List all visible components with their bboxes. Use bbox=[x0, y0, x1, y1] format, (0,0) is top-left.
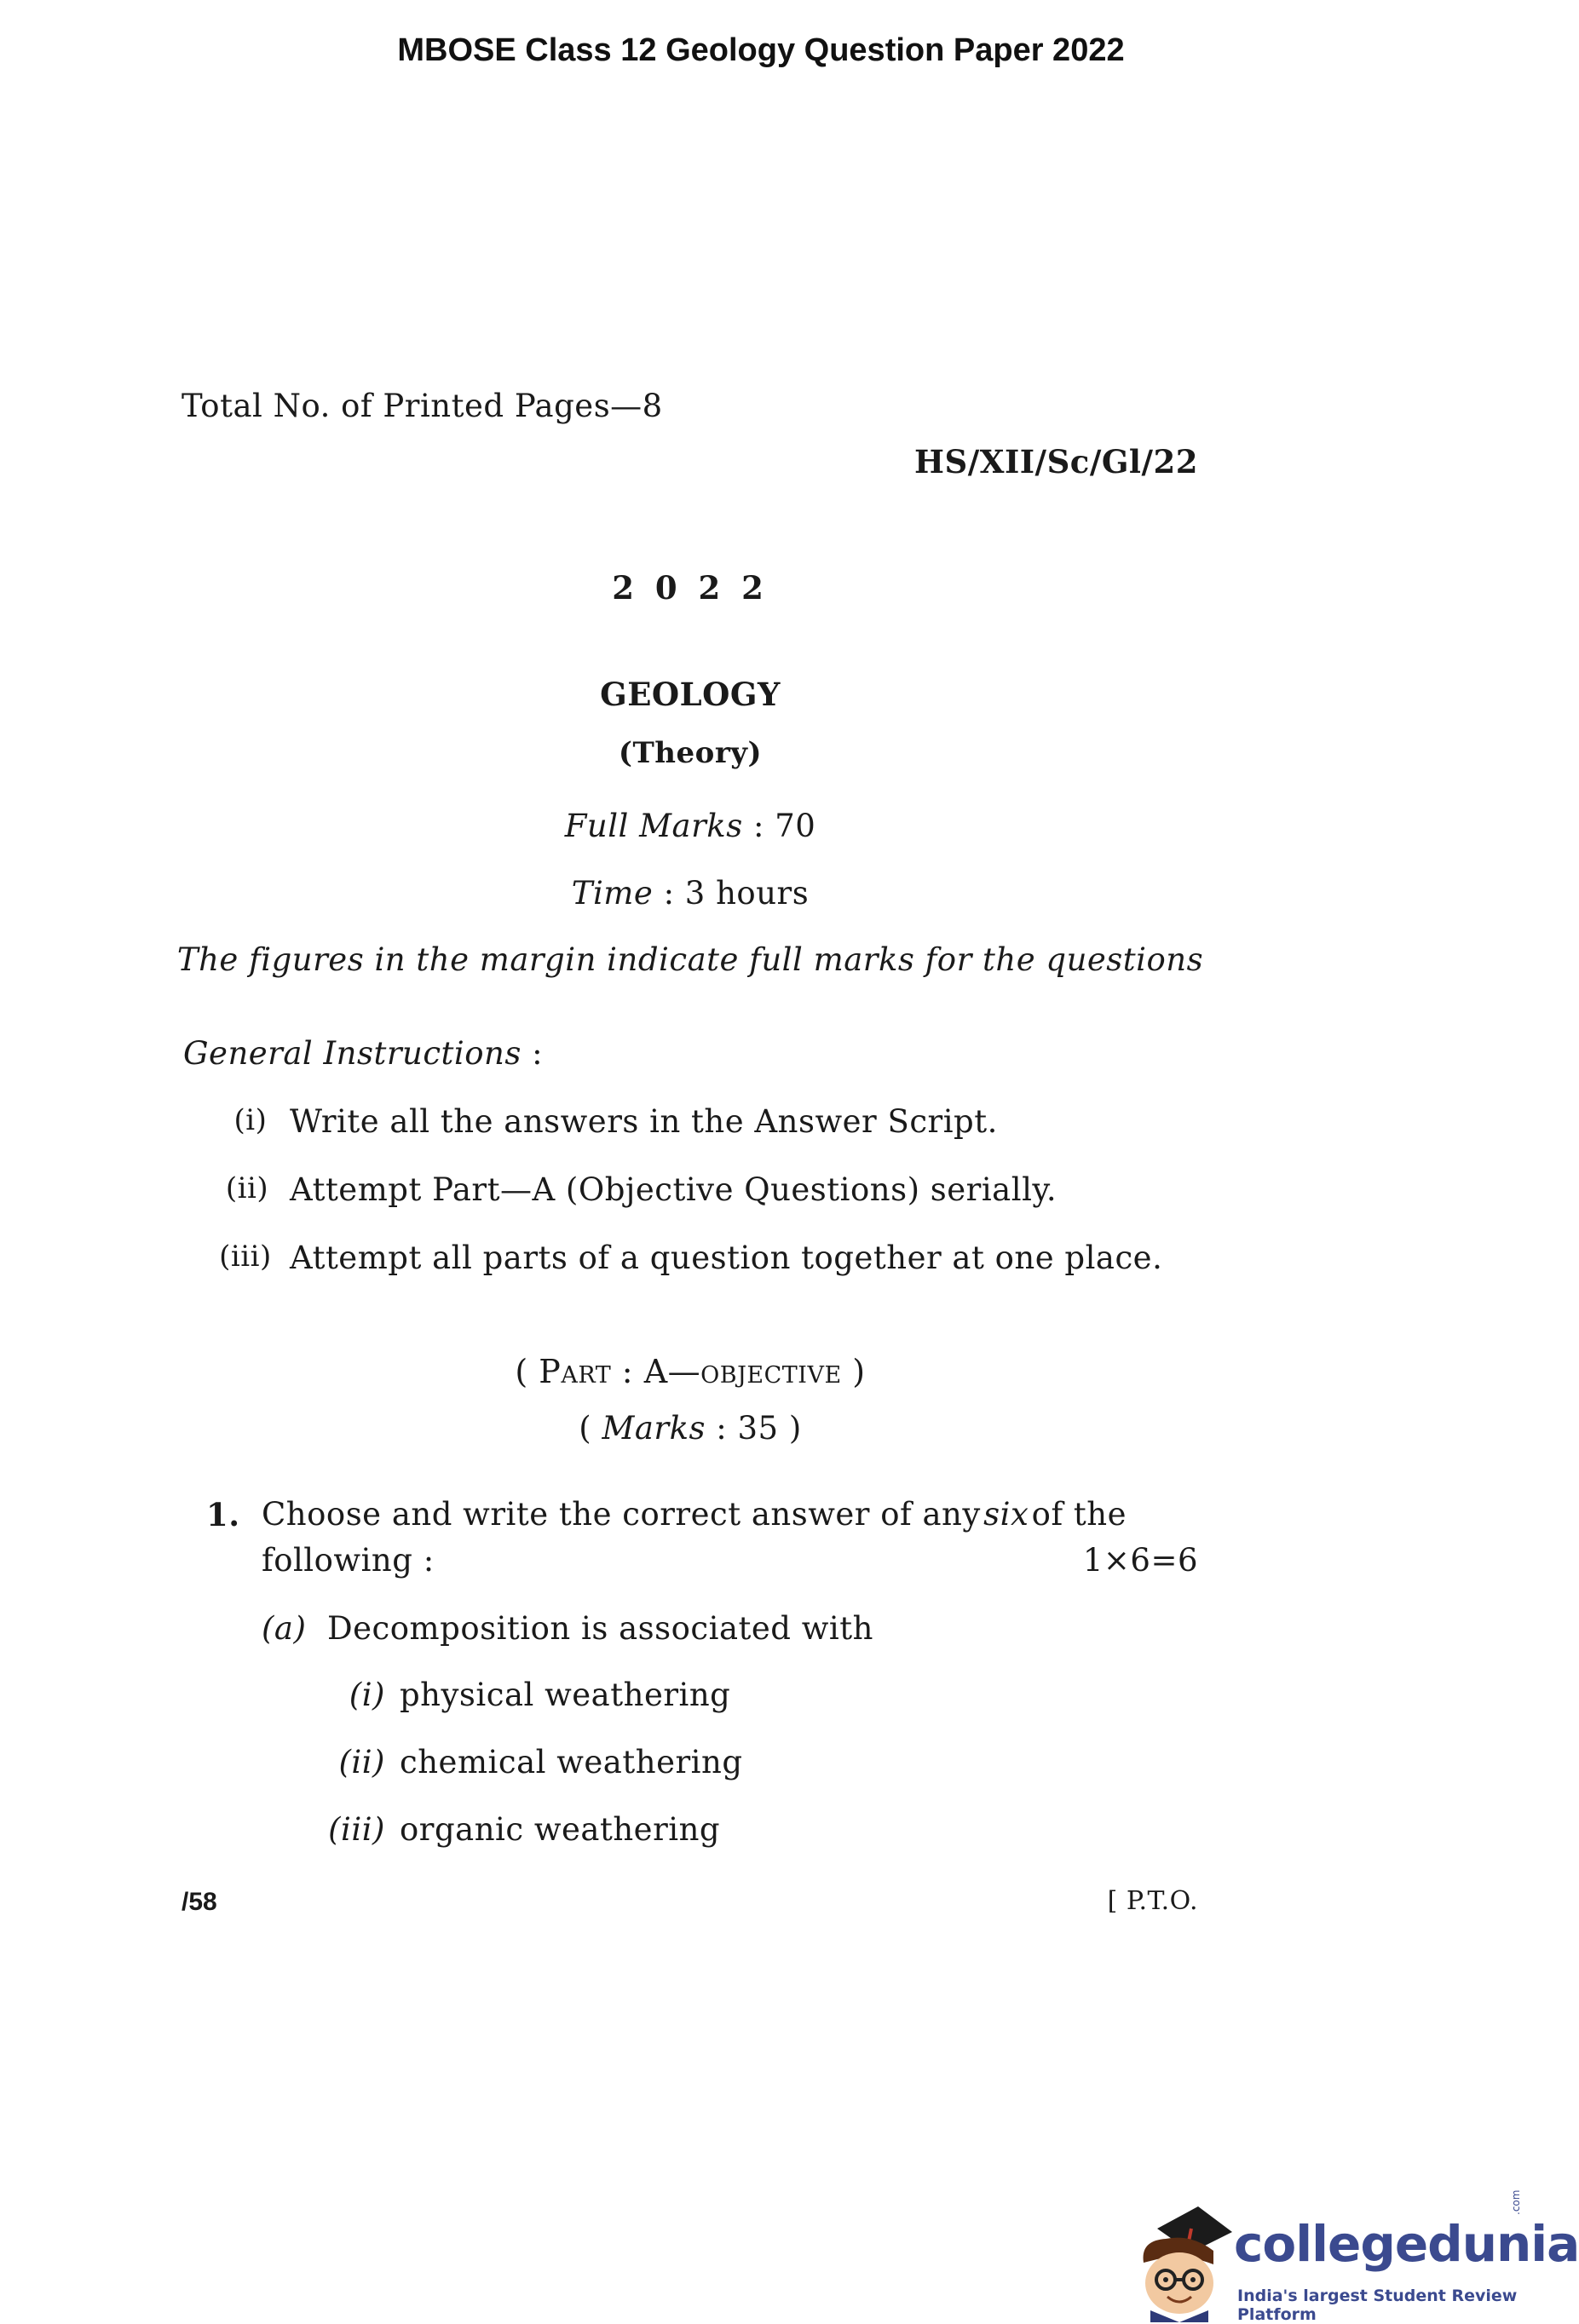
question-text-part: of the bbox=[1031, 1496, 1127, 1533]
time-label: Time bbox=[571, 875, 654, 912]
option-text: chemical weathering bbox=[400, 1744, 743, 1780]
printed-pages: Total No. of Printed Pages—8 bbox=[182, 388, 663, 424]
full-marks-value: : 70 bbox=[752, 808, 816, 844]
collegedunia-tagline: India's largest Student Review Platform bbox=[1237, 2287, 1518, 2324]
part-marks-value: : 35 bbox=[716, 1410, 779, 1447]
instructions-heading-colon: : bbox=[532, 1035, 544, 1072]
part-marks-label: Marks bbox=[602, 1410, 706, 1447]
part-open-paren: ( bbox=[515, 1353, 528, 1390]
part-marks-close: ) bbox=[788, 1410, 802, 1447]
subject-subtitle: (Theory) bbox=[618, 736, 763, 770]
question-text-line1 bbox=[262, 1496, 1127, 1533]
question-text-part: Choose and write the correct answer of any bbox=[262, 1496, 981, 1533]
instruction-text: Write all the answers in the Answer Script. bbox=[290, 1103, 998, 1140]
option-number: (i) bbox=[349, 1677, 385, 1713]
question-text-line2: following : bbox=[262, 1542, 435, 1579]
time-allowed bbox=[0, 875, 1380, 912]
paper-code: HS/XII/Sc/Gl/22 bbox=[914, 443, 1198, 480]
instruction-text: Attempt all parts of a question together at one place. bbox=[290, 1240, 1163, 1276]
full-marks bbox=[0, 808, 1380, 844]
margin-note: The figures in the margin indicate full marks for the questions bbox=[176, 941, 1204, 978]
subquestion-label: (a) bbox=[262, 1610, 307, 1647]
option-number: (ii) bbox=[338, 1744, 385, 1780]
page-footer-pto: [ P.T.O. bbox=[1107, 1886, 1198, 1916]
question-marks: 1×6=6 bbox=[1082, 1542, 1198, 1579]
instructions-heading bbox=[183, 1035, 543, 1072]
instructions-heading-text: General Instructions bbox=[183, 1035, 522, 1072]
part-marks bbox=[0, 1410, 1380, 1447]
page-footer-code: /58 bbox=[182, 1888, 217, 1916]
question-number: 1. bbox=[206, 1496, 240, 1533]
option-number: (iii) bbox=[328, 1811, 385, 1848]
full-marks-label: Full Marks bbox=[564, 808, 743, 844]
part-title: Part : A—objective bbox=[539, 1353, 842, 1390]
subquestion-text: Decomposition is associated with bbox=[327, 1610, 873, 1647]
part-close-paren: ) bbox=[852, 1353, 866, 1390]
instruction-number: (ii) bbox=[225, 1171, 269, 1205]
subject-title: GEOLOGY bbox=[600, 676, 781, 713]
document-header-title: MBOSE Class 12 Geology Question Paper 2022 bbox=[397, 32, 1125, 68]
instruction-number: (i) bbox=[233, 1103, 268, 1137]
collegedunia-wordmark: collegedunia bbox=[1234, 2215, 1579, 2273]
instruction-number: (iii) bbox=[219, 1240, 272, 1274]
part-heading bbox=[0, 1353, 1380, 1390]
time-value: : 3 hours bbox=[663, 875, 810, 912]
option-text: organic weathering bbox=[400, 1811, 721, 1848]
collegedunia-com-suffix: .com bbox=[1510, 2189, 1522, 2215]
instruction-text: Attempt Part—A (Objective Questions) serially. bbox=[290, 1171, 1057, 1208]
part-marks-open: ( bbox=[579, 1410, 592, 1447]
exam-year: 2 0 2 2 bbox=[612, 569, 769, 607]
option-text: physical weathering bbox=[400, 1677, 731, 1713]
question-text-emphasis: six bbox=[983, 1496, 1029, 1533]
collegedunia-mascot-logo bbox=[1132, 2203, 1232, 2322]
